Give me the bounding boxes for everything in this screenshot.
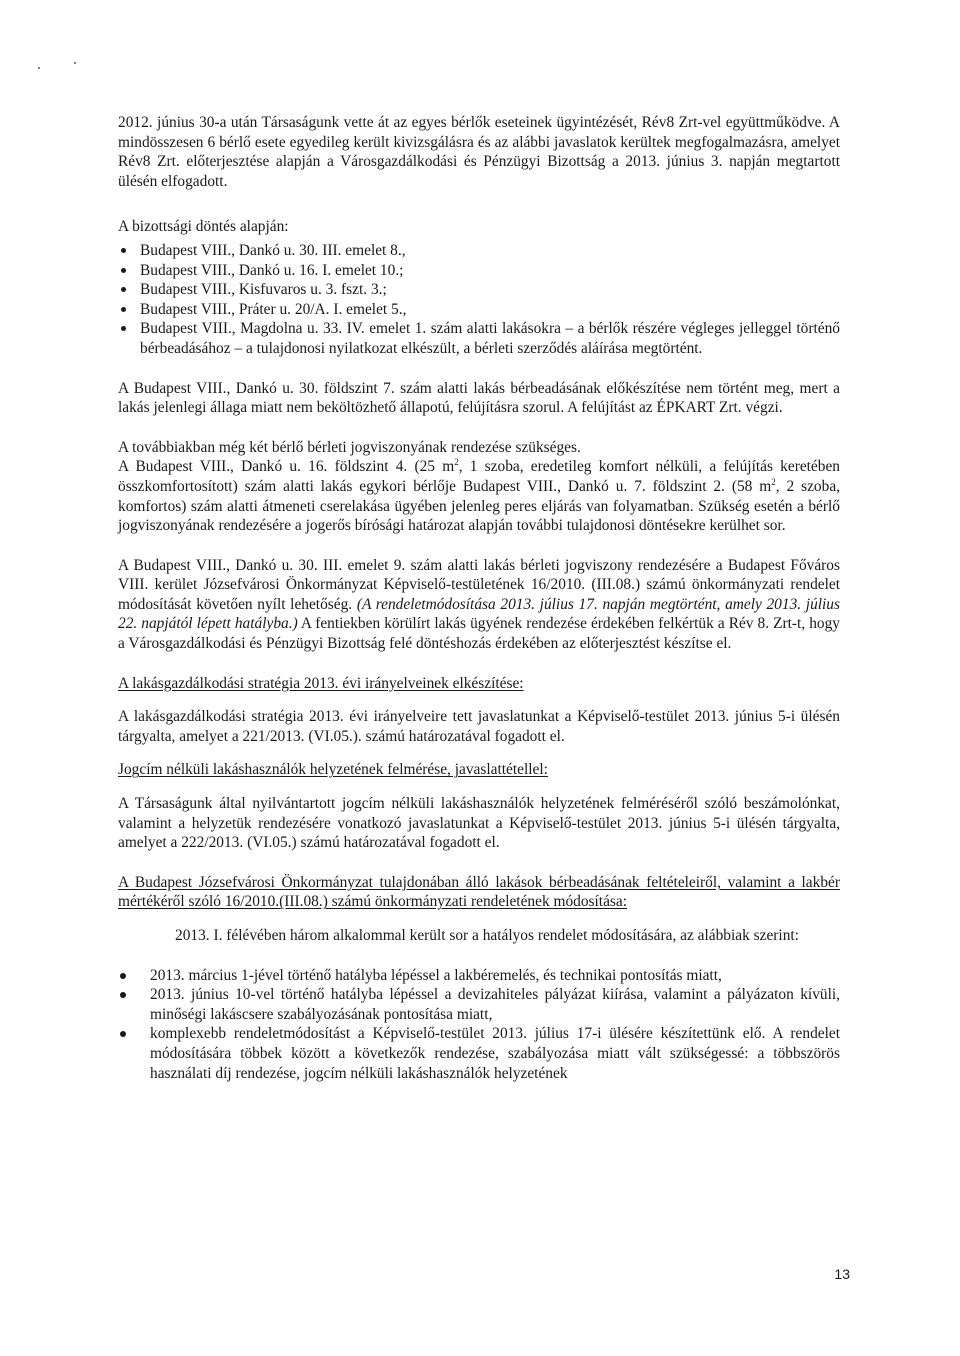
heading-squatters: Jogcím nélküli lakáshasználók helyzetének felmérése, javaslattétellel: [118, 761, 548, 779]
superscript: 2 [771, 476, 776, 487]
paragraph-intro: 2012. június 30-a után Társaságunk vette át az egyes bérlők eseteinek ügyintézését, Rév8 Zrt-vel együttműködve. A mindösszesen 6 bérlő esete egyedileg került kivizsgálásra és az alábbi javaslatok kerültek megfogalmazásra, amelyet Rév8 Zrt. előterjesztése alapján a Városgazdálkodási és Pénzügyi Bizottság a 2013. június 3. napján megtartott ülésén elfogadott. [118, 114, 840, 190]
list-item: 2013. június 10-vel történő hatályba lépéssel a devizahiteles pályázat kiírása, valamint a pályázaton kívüli, minőségi lakáscsere szabályozásának pontosítása miatt, [150, 986, 840, 1023]
page-number: 13 [834, 1266, 850, 1282]
text-span: A fentiekben körülírt lakás ügyének rendezése érdekében felkértük a Rév 8. Zrt-t, hogy a Városgazdálkodási és Pénzügyi Bizottság felé döntéshozás érdekében az előterjesztést készítse el. [118, 615, 840, 653]
italic-note: (A rendeletmódosítása 2013. július 17. napján megtörtént, amely 2013. július 22. napjától lépett hatályba.) [118, 595, 840, 633]
list-item: Budapest VIII., Magdolna u. 33. IV. emelet 1. szám alatti lakásokra – a bérlők részére végleges jelleggel történő bérbeadásához – a tulajdonosi nyilatkozat elkészült, a bérleti szerződés aláírása megtörtént. [140, 320, 840, 357]
list-item: komplexebb rendeletmódosítást a Képviselő-testület 2013. július 17-i ülésére készítettünk elő. A rendelet módosítására többek között a következők rendezése, szabályozása miatt vált szükségessé: a többszörös használati díj rendezése, jogcím nélküli lakáshasználók helyzetének [150, 1025, 840, 1082]
building-list [118, 241, 840, 359]
list-item: Budapest VIII., Kisfuvaros u. 3. fszt. 3.; [140, 280, 840, 300]
paragraph-decree-intro: 2013. I. félévében három alkalommal került sor a hatályos rendelet módosítására, az alábbiak szerint: [175, 927, 799, 944]
text-span: A Budapest VIII., Dankó u. 30. III. emelet 9. szám alatti lakás bérleti jogviszony rendezésére a Budapest Főváros VIII. kerület Józsefvárosi Önkormányzat Képviselő-testületének 16/2010. (III.08.) számú önkormányzati rendelet módosítását követően nyílt lehetőség. [118, 556, 840, 613]
scan-speck [38, 67, 40, 69]
text-span: , 2 szoba, komfortos) szám alatti átmeneti cserelakása ügyében jelenleg peres eljárás van folyamatban. Szükség esetén a bérlő jogviszonyának rendezésére a jogerős bírósági határozat alapján további tulajdonosi döntésekre kerülhet sor. [118, 477, 840, 535]
paragraph-two-tenants: A továbbiakban még két bérlő bérleti jogviszonyának rendezése szükséges. [118, 438, 581, 456]
list-item: Budapest VIII., Dankó u. 16. I. emelet 10.; [140, 261, 840, 281]
amendment-list [118, 966, 840, 1084]
paragraph-danko16 [118, 457, 840, 535]
list-item: Budapest VIII., Dankó u. 30. III. emelet 8., [140, 241, 840, 261]
heading-decree: A Budapest Józsefvárosi Önkormányzat tulajdonában álló lakások bérbeadásának feltételeiről, valamint a lakbér mértékéről szóló 16/2010.(III.08.) számú önkormányzati rendeletének módosítása: [118, 873, 840, 911]
paragraph-danko-ground7: A Budapest VIII., Dankó u. 30. földszint 7. szám alatti lakás bérbeadásának előkészítése nem történt meg, mert a lakás jelenlegi állaga miatt nem beköltözhető állapotú, felújításra szorul. A felújítást az ÉPKART Zrt. végzi. [118, 379, 840, 417]
text-span: A Budapest VIII., Dankó u. 16. földszint 4. (25 m [118, 458, 455, 476]
document-page [118, 113, 840, 1083]
text-span: , 1 szoba, eredetileg komfort nélküli, a felújítás keretében összkomfortosított) szám alatti lakás egykori bérlője Budapest VIII., Dankó u. 7. földszint 2. (58 m [118, 458, 840, 495]
scan-speck [74, 62, 76, 64]
superscript: 2 [454, 457, 459, 468]
paragraph-squatters: A Társaságunk által nyilvántartott jogcím nélküli lakáshasználók helyzetének felméréséről szóló beszámolónkat, valamint a helyzetük rendezésére vonatkozó javaslatunkat a Képviselő-testület 2013. június 5-i ülésén tárgyalta, amelyet a 222/2013. (VI.05.) számú határozatával fogadott el. [118, 795, 840, 852]
heading-strategy: A lakásgazdálkodási stratégia 2013. évi irányelveinek elkészítése: [118, 674, 524, 692]
paragraph-strategy: A lakásgazdálkodási stratégia 2013. évi irányelveire tett javaslatunkat a Képviselő-testület 2013. június 5-i ülésén tárgyalta, amelyet a 221/2013. (VI.05.). számú határozatával fogadott el. [118, 708, 840, 745]
committee-intro: A bizottsági döntés alapján: [118, 218, 289, 236]
list-item: 2013. március 1-jével történő hatályba lépéssel a lakbéremelés, és technikai pontosítás miatt, [150, 966, 840, 986]
list-item: Budapest VIII., Práter u. 20/A. I. emelet 5., [140, 300, 840, 320]
paragraph-danko30 [118, 556, 840, 654]
